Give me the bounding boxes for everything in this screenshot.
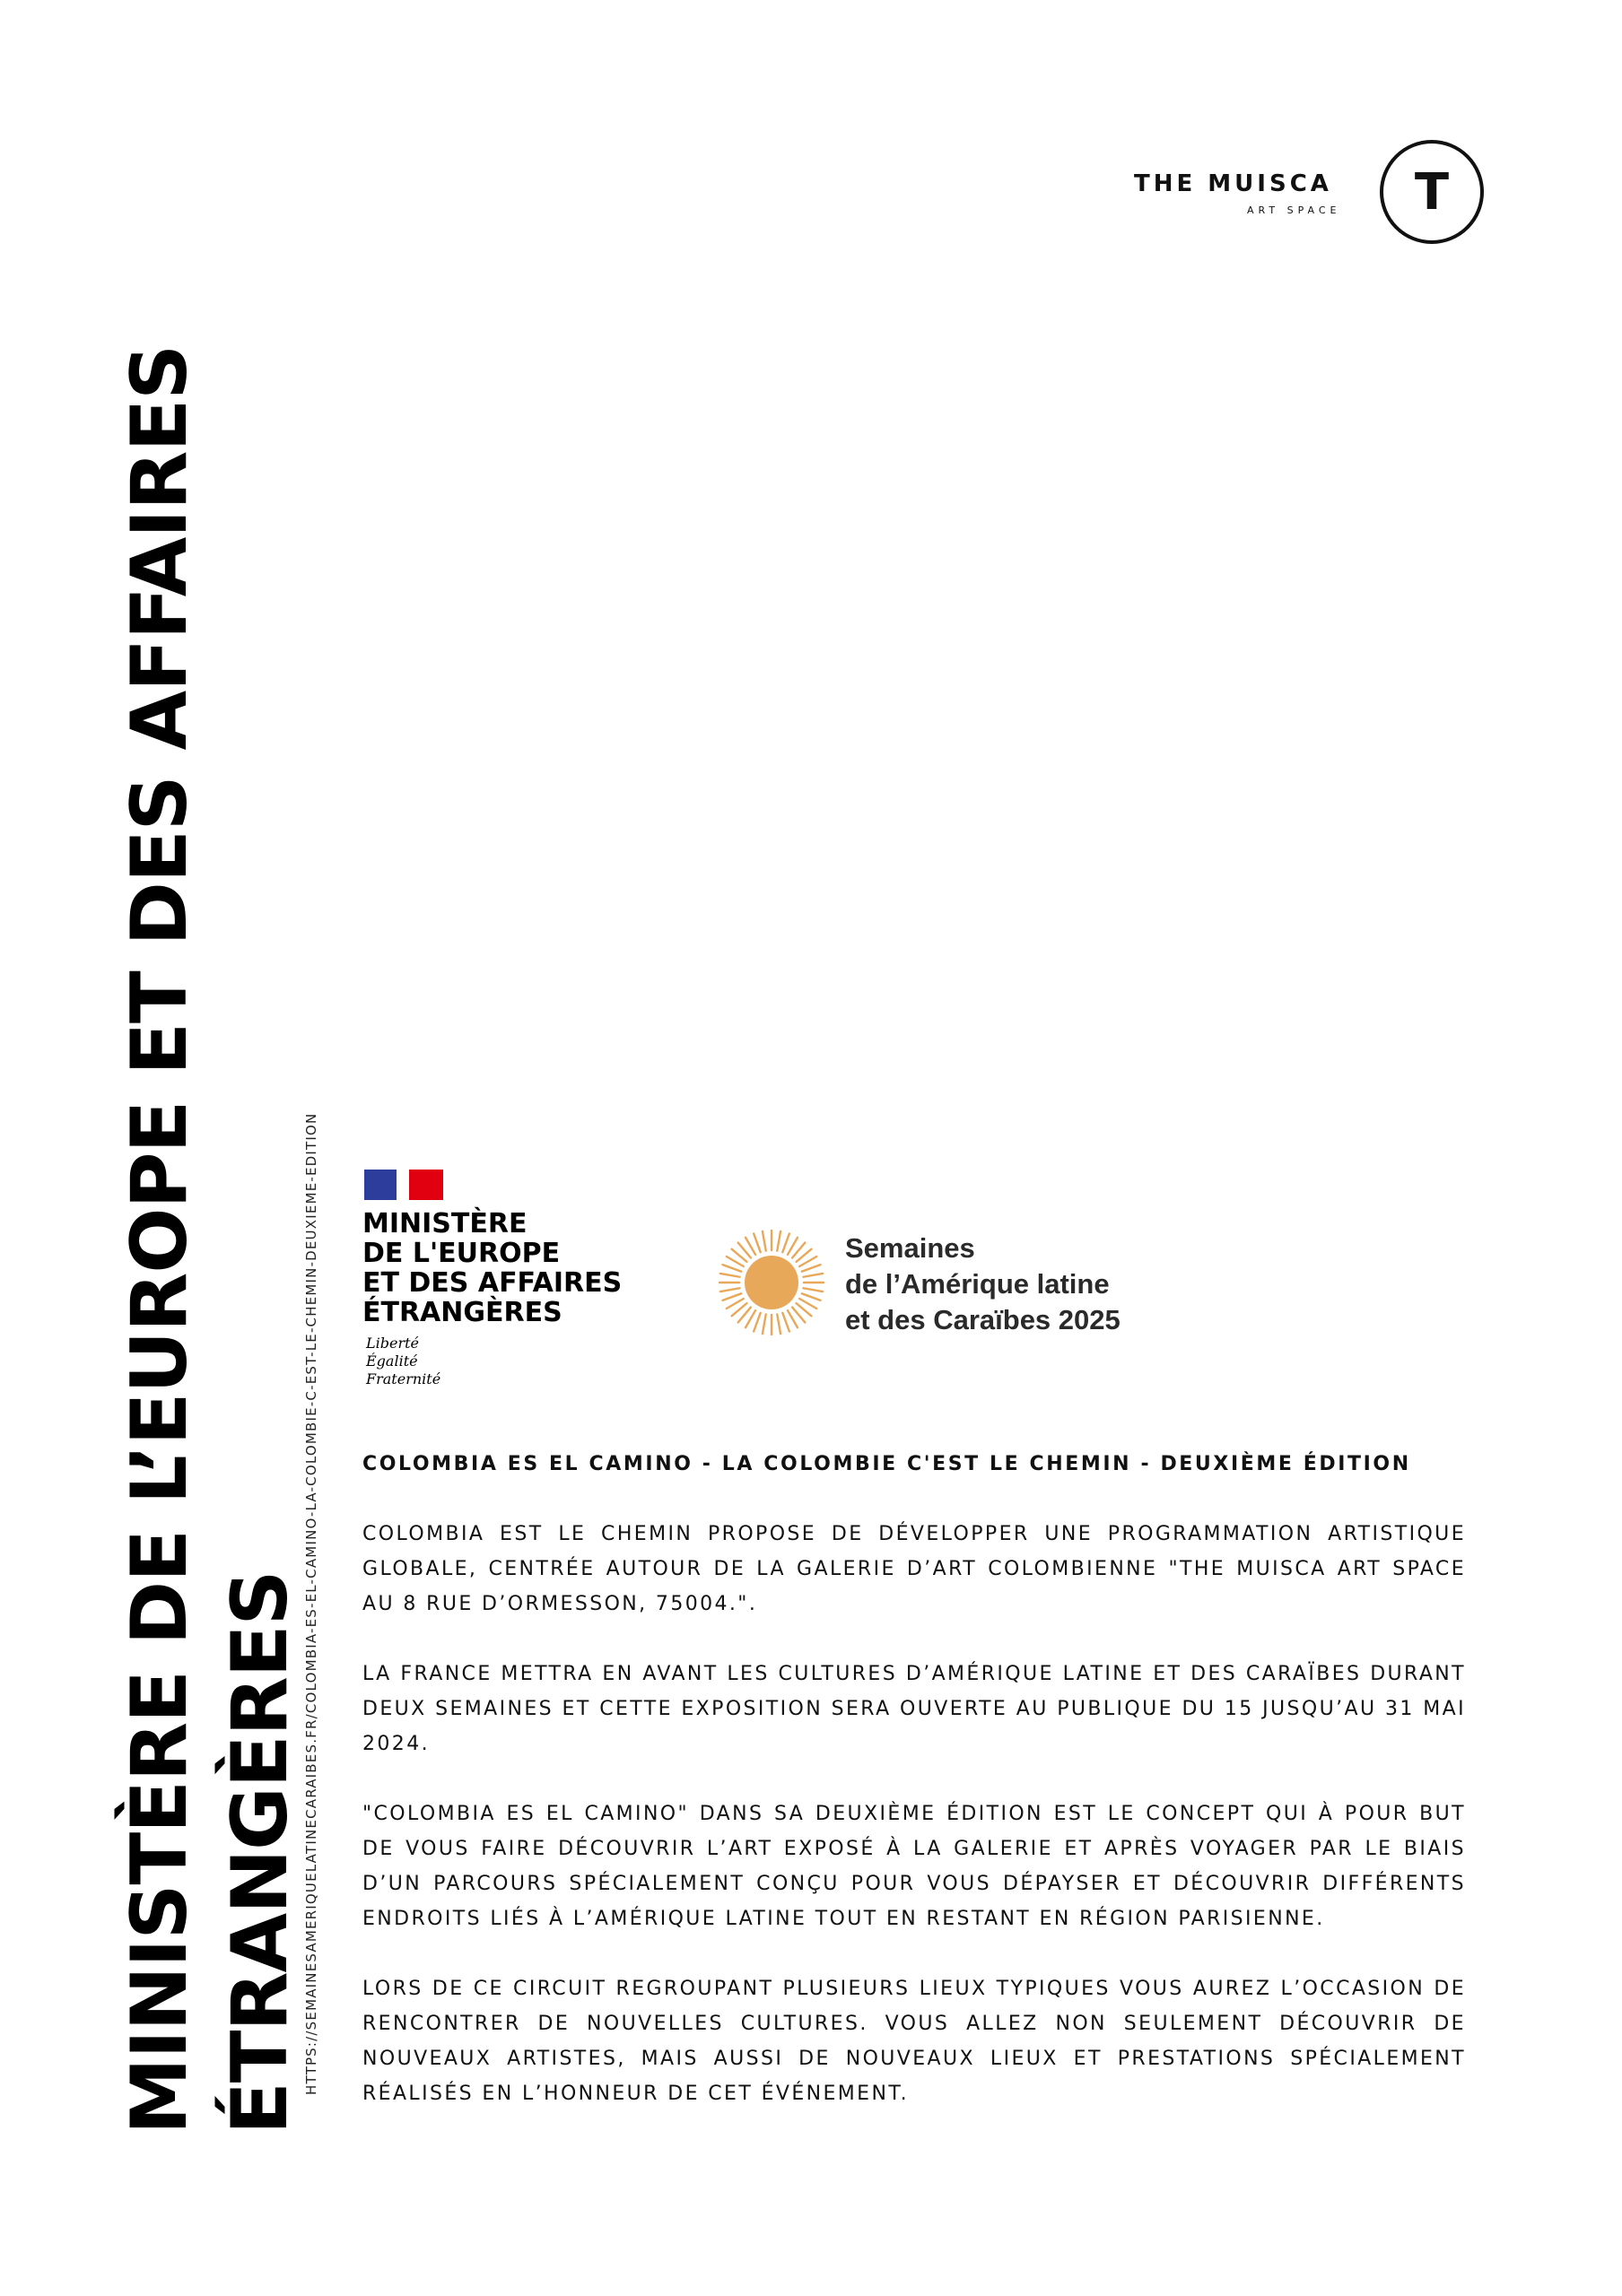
brand-logo <box>1121 136 1498 253</box>
sun-icon <box>718 1229 825 1336</box>
ministry-name <box>362 1209 622 1327</box>
flag-red-block <box>409 1170 443 1200</box>
semaines-line: de l’Amérique latine <box>845 1268 1110 1300</box>
motto-line: Liberté <box>366 1335 419 1352</box>
article-paragraph: LA FRANCE METTRA EN AVANT LES CULTURES D’AMÉRIQUE LATINE ET DES CARAÏBES DURANT DEUX SEMAINES ET CETTE EXPOSITION SERA OUVERTE AU PUBLIQUE DU 15 JUSQU’AU 31 MAI 2024. <box>362 1663 1466 1755</box>
ministry-name-line: DE L'EUROPE <box>362 1238 561 1269</box>
flag-blue-block <box>364 1170 397 1200</box>
brand-name: THE MUISCA <box>1134 170 1332 197</box>
ministry-name-line: ÉTRANGÈRES <box>362 1297 562 1328</box>
brand-monogram-circle <box>1380 140 1484 244</box>
motto-line: Fraternité <box>366 1370 441 1387</box>
semaines-line: et des Caraïbes 2025 <box>845 1304 1121 1335</box>
vertical-title-line-2: ÉTRANGÈRES <box>215 1570 305 2135</box>
marianne-flag-icon <box>364 1170 443 1200</box>
article-paragraph: "COLOMBIA ES EL CAMINO" DANS SA DEUXIÈME ÉDITION EST LE CONCEPT QUI À POUR BUT DE VOUS FAIRE DÉCOUVRIR L’ART EXPOSÉ À LA GALERIE ET APRÈS VOYAGER PAR LE BIAIS D’UN PARCOURS SPÉCIALEMENT CONÇU POUR VOUS DÉPAYSER ET DÉCOUVRIR DIFFÉRENTS ENDROITS LIÉS À L’AMÉRIQUE LATINE TOUT EN RESTANT EN RÉGION PARISIENNE. <box>362 1803 1466 1930</box>
article-paragraph: LORS DE CE CIRCUIT REGROUPANT PLUSIEURS LIEUX TYPIQUES VOUS AUREZ L’OCCASION DE RENCONTRER DE NOUVELLES CULTURES. VOUS ALLEZ NON SEULEMENT DÉCOUVRIR DE NOUVEAUX ARTISTES, MAIS AUSSI DE NOUVEAUX LIEUX ET PRESTATIONS SPÉCIALEMENT RÉALISÉS EN L’HONNEUR DE CET ÉVÉNEMENT. <box>362 1978 1466 2105</box>
article <box>362 1453 1466 2146</box>
semaines-title <box>845 1231 1121 1338</box>
ministry-logo <box>362 1170 650 1403</box>
vertical-title-line-1: MINISTÈRE DE L’EUROPE ET DES AFFAIRES <box>115 344 205 2135</box>
flag-white-block <box>397 1170 409 1200</box>
ministry-name-line: MINISTÈRE <box>362 1208 528 1239</box>
ministry-motto <box>366 1335 440 1388</box>
semaines-line: Semaines <box>845 1232 975 1264</box>
article-heading: COLOMBIA ES EL CAMINO - LA COLOMBIE C'EST LE CHEMIN - DEUXIÈME ÉDITION <box>362 1453 1411 1475</box>
brand-subtitle: ART SPACE <box>1247 204 1341 216</box>
article-paragraph: COLOMBIA EST LE CHEMIN PROPOSE DE DÉVELOPPER UNE PROGRAMMATION ARTISTIQUE GLOBALE, CENTRÉE AUTOUR DE LA GALERIE D’ART COLOMBIENNE "THE MUISCA ART SPACE AU 8 RUE D’ORMESSON, 75004.". <box>362 1523 1466 1615</box>
vertical-page-title <box>109 345 310 2135</box>
semaines-logo <box>718 1229 1184 1345</box>
ministry-name-line: ET DES AFFAIRES <box>362 1267 623 1299</box>
motto-line: Égalité <box>366 1352 418 1370</box>
source-url[interactable]: HTTPS://SEMAINESAMERIQUELATINECARAIBES.FR/COLOMBIA-ES-EL-CAMINO-LA-COLOMBIE-C-EST-LE-CHEMIN-DEUXIEME-EDITION <box>303 1112 319 2095</box>
brand-monogram: T <box>1414 162 1450 222</box>
